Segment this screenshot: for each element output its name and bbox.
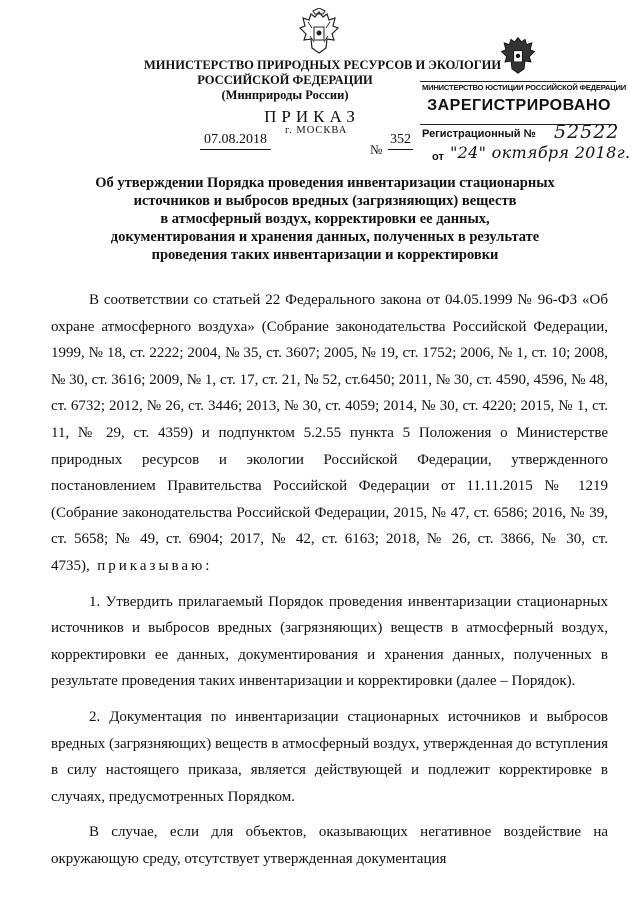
paragraph-item-2-continued: В случае, если для объектов, оказывающих негативное воздействие на окружающую среду, отсутствует утвержденная документация (51, 824, 608, 867)
stamp-handwritten-date: "24" октября 2018г. (450, 143, 631, 162)
order-keyword: приказываю: (97, 557, 213, 574)
registration-stamp (420, 33, 631, 163)
paragraph-item-2: 2. Документация по инвентаризации стационарных источников и выбросов вредных (загрязняющих) веществ в атмосферный воздух, утвержденная до вступления в силу настоящего приказа, является действующей и подлежит корректировке в случаях, предусмотренных Порядком. (51, 708, 608, 805)
order-city: г. МОСКВА (285, 125, 348, 136)
stamp-date-label: от (432, 151, 444, 163)
title-line: документирования и хранения данных, полученных в результате (110, 229, 540, 245)
preamble-text: В соответствии со статьей 22 Федерального закона от 04.05.1999 № 96-ФЗ «Об охране атмосферного воздуха» (Собрание законодательства Российской Федерации, 1999, № 18, ст. 2222; 2004, № 35, ст. 3607; 2005, № 19, ст. 1752; 2006, № 1, ст. 10; 2008, № 30, ст. 3616; 2009, № 1, ст. 17, ст. 21, № 52, ст.6450; 2011, № 30, ст. 4590, 4596, № 48, ст. 6732; 2012, № 26, ст. 3446; 2013, № 30, ст. 4059; 2014, № 30, ст. 4220; 2015, № 1, ст. 11, № 29, ст. 4359) и подпунктом 5.2.55 пункта 5 Положения о Министерстве природных ресурсов и экологии Российской Федерации, утвержденного постановлением Правительства Российской Федерации от 11.11.2015 № 1219 (Собрание законодательства Российской Федерации, 2015, № 47, ст. 6586; 2016, № 39, ст. 5658; № 49, ст. 6904; 2017, № 42, ст. 6163; 2018, № 26, ст. 3866, № 30, ст. 4735), (51, 292, 608, 574)
stamp-registration-number: 52522 (554, 121, 620, 143)
order-number-label: № (370, 142, 383, 157)
ministry-name-line2: РОССИЙСКОЙ ФЕДЕРАЦИИ (197, 73, 373, 87)
document-title (70, 174, 580, 264)
ministry-name-line1: МИНИСТЕРСТВО ПРИРОДНЫХ РЕСУРСОВ И ЭКОЛОГИИ (144, 58, 502, 72)
coat-of-arms-emblem-icon (296, 8, 342, 56)
paragraph-item-1: 1. Утвердить прилагаемый Порядок проведения инвентаризации стационарных источников и выбросов вредных (загрязняющих) веществ в атмосферный воздух, корректировки ее данных, документирования и хранения данных, полученных в результате проведения таких инвентаризации и корректировки (далее – Порядок). (51, 593, 608, 690)
ministry-short-name: (Минприроды России) (221, 88, 349, 102)
stamp-ministry-name: МИНИСТЕРСТВО ЮСТИЦИИ РОССИЙСКОЙ ФЕДЕРАЦИИ (422, 83, 627, 92)
title-line: Об утверждении Порядка проведения инвентаризации стационарных (95, 175, 555, 191)
paragraph-preamble (51, 287, 608, 580)
stamp-registration-label: Регистрационный № (422, 128, 536, 140)
stamp-divider (420, 81, 616, 82)
title-line: проведения таких инвентаризации и корректировки (151, 247, 499, 263)
document-body (51, 287, 608, 872)
order-date: 07.08.2018 (200, 132, 271, 150)
stamp-divider-2 (420, 124, 616, 125)
ministry-header (144, 58, 502, 103)
stamp-emblem-icon (498, 33, 538, 77)
title-line: в атмосферный воздух, корректировки ее данных, (160, 211, 490, 227)
order-title: ПРИКАЗ (264, 107, 360, 126)
order-number: 352 (388, 132, 413, 150)
title-line: источников и выбросов вредных (загрязняющих) веществ (133, 193, 517, 209)
stamp-status: ЗАРЕГИСТРИРОВАНО (427, 97, 611, 114)
